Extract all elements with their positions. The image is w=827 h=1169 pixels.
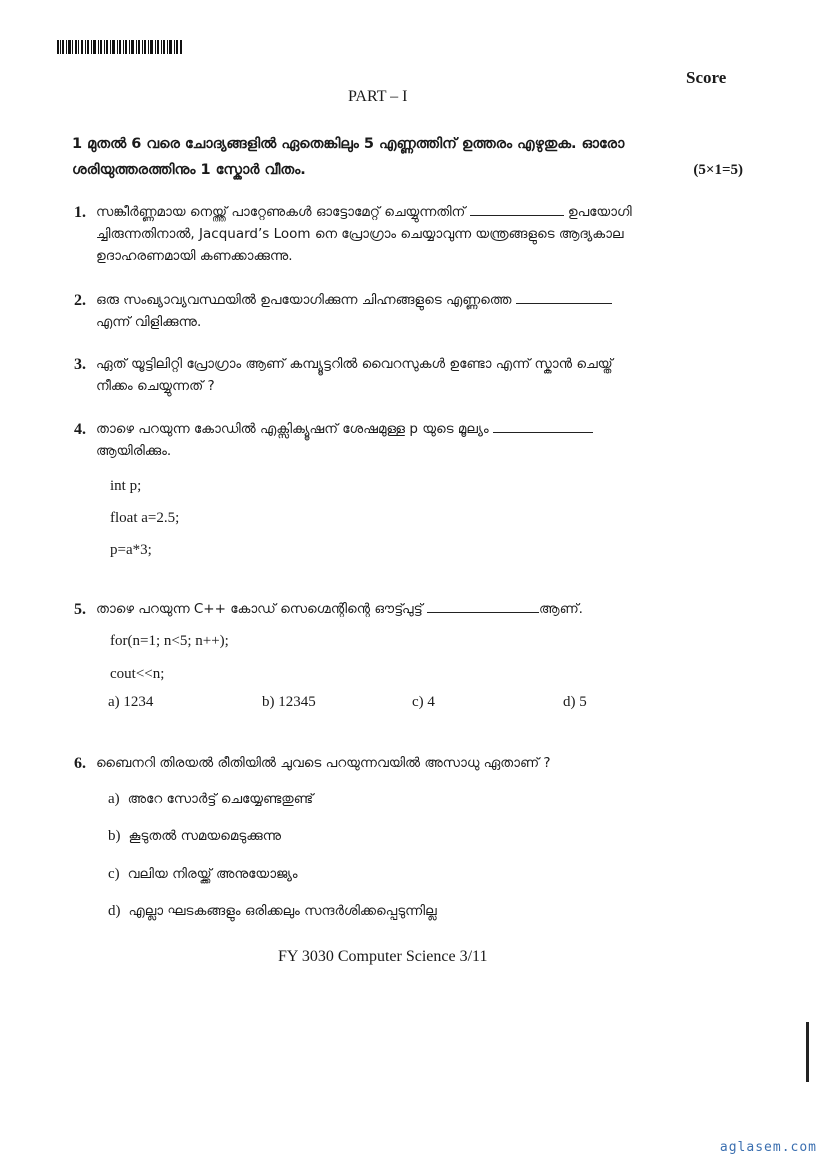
score-label: Score: [686, 68, 727, 87]
question-3-line-2: നീക്കം ചെയ്യുന്നത് ?: [96, 378, 215, 394]
answer-blank: [493, 420, 593, 433]
question-2-number: 2.: [74, 292, 86, 309]
instruction-line-1: 1 മുതൽ 6 വരെ ചോദ്യങ്ങളിൽ ഏതെങ്കിലും 5 എണ്ണത്തിന് ഉത്തരം എഴുതുക. ഓരോ: [72, 136, 625, 152]
question-4-line-2: ആയിരിക്കും.: [96, 443, 172, 459]
question-5-number: 5.: [74, 601, 86, 618]
code-line: cout<<n;: [110, 666, 165, 682]
answer-blank: [427, 600, 539, 613]
question-5-text: [96, 598, 736, 620]
question-1-line-3: ഉദാഹരണമായി കണക്കാക്കുന്നു.: [96, 248, 293, 264]
watermark: aglasem.com: [719, 1140, 817, 1155]
question-1-line-1: സങ്കീർണ്ണമായ നെയ്ത്ത് പാറ്റേണുകൾ ഓട്ടോമേറ്റ് ചെയ്യുന്നതിന് ഉപയോഗി: [96, 204, 632, 220]
part-title: PART – I: [348, 88, 408, 105]
code-line: int p;: [110, 478, 142, 494]
instruction-line-2: ശരിയുത്തരത്തിനും 1 സ്കോർ വീതം.: [72, 162, 306, 178]
question-6-number: 6.: [74, 755, 86, 772]
question-6-text: ബൈനറി തിരയൽ രീതിയിൽ ചുവടെ പറയുന്നവയിൽ അസാധു ഏതാണ് ?: [96, 755, 551, 771]
code-line: p=a*3;: [110, 542, 152, 558]
question-2-line-2: എന്ന് വിളിക്കുന്നു.: [96, 314, 202, 330]
option-b: b) കൂടുതൽ സമയമെടുക്കുന്നു: [108, 828, 282, 844]
answer-blank: [516, 291, 612, 304]
option-a: a) 1234: [108, 694, 154, 710]
question-1-text: [96, 201, 736, 267]
question-3-line-1: ഏത് യൂട്ടിലിറ്റി പ്രോഗ്രാം ആണ് കമ്പ്യൂട്ടറിൽ വൈറസുകൾ ഉണ്ടോ എന്ന് സ്കാൻ ചെയ്ത്: [96, 356, 613, 372]
barcode-image: [57, 40, 182, 54]
option-b: b) 12345: [262, 694, 316, 710]
option-c: c) 4: [412, 694, 435, 710]
question-3-number: 3.: [74, 356, 86, 373]
question-4-text: [96, 418, 736, 462]
question-4-number: 4.: [74, 421, 86, 438]
question-1-line-2: ച്ചിരുന്നതിനാൽ, Jacquard’s Loom നെ പ്രോഗ്രാം ചെയ്യാവുന്ന യന്ത്രങ്ങളുടെ ആദ്യകാല: [96, 226, 624, 242]
scan-edge-mark: [806, 1022, 809, 1082]
page-footer: FY 3030 Computer Science 3/11: [278, 948, 488, 965]
marks-allocation: (5×1=5): [693, 162, 743, 178]
question-5-line-1: താഴെ പറയുന്ന C++ കോഡ് സെഗ്മെന്റിന്റെ ഔട്ട്പുട്ട് ആണ്.: [96, 601, 583, 617]
answer-blank: [470, 203, 564, 216]
option-a: a) അറേ സോർട്ട് ചെയ്യേണ്ടതുണ്ട്: [108, 791, 314, 807]
option-d: d) 5: [563, 694, 587, 710]
question-2-text: [96, 289, 736, 333]
code-line: for(n=1; n<5; n++);: [110, 633, 229, 649]
option-c: c) വലിയ നിരയ്ക്ക് അനുയോജ്യം: [108, 866, 298, 882]
question-3-text: [96, 353, 736, 397]
question-1-number: 1.: [74, 204, 86, 221]
question-2-line-1: ഒരു സംഖ്യാവ്യവസ്ഥയിൽ ഉപയോഗിക്കുന്ന ചിഹ്നങ്ങളുടെ എണ്ണത്തെ: [96, 289, 736, 311]
question-4-line-1: താഴെ പറയുന്ന കോഡിൽ എക്സിക്യൂഷന് ശേഷമുള്ള p യുടെ മൂല്യം: [96, 418, 736, 440]
code-line: float a=2.5;: [110, 510, 180, 526]
option-d: d) എല്ലാ ഘടകങ്ങളും ഒരിക്കലും സന്ദർശിക്കപ്പെടുന്നില്ല: [108, 903, 437, 919]
